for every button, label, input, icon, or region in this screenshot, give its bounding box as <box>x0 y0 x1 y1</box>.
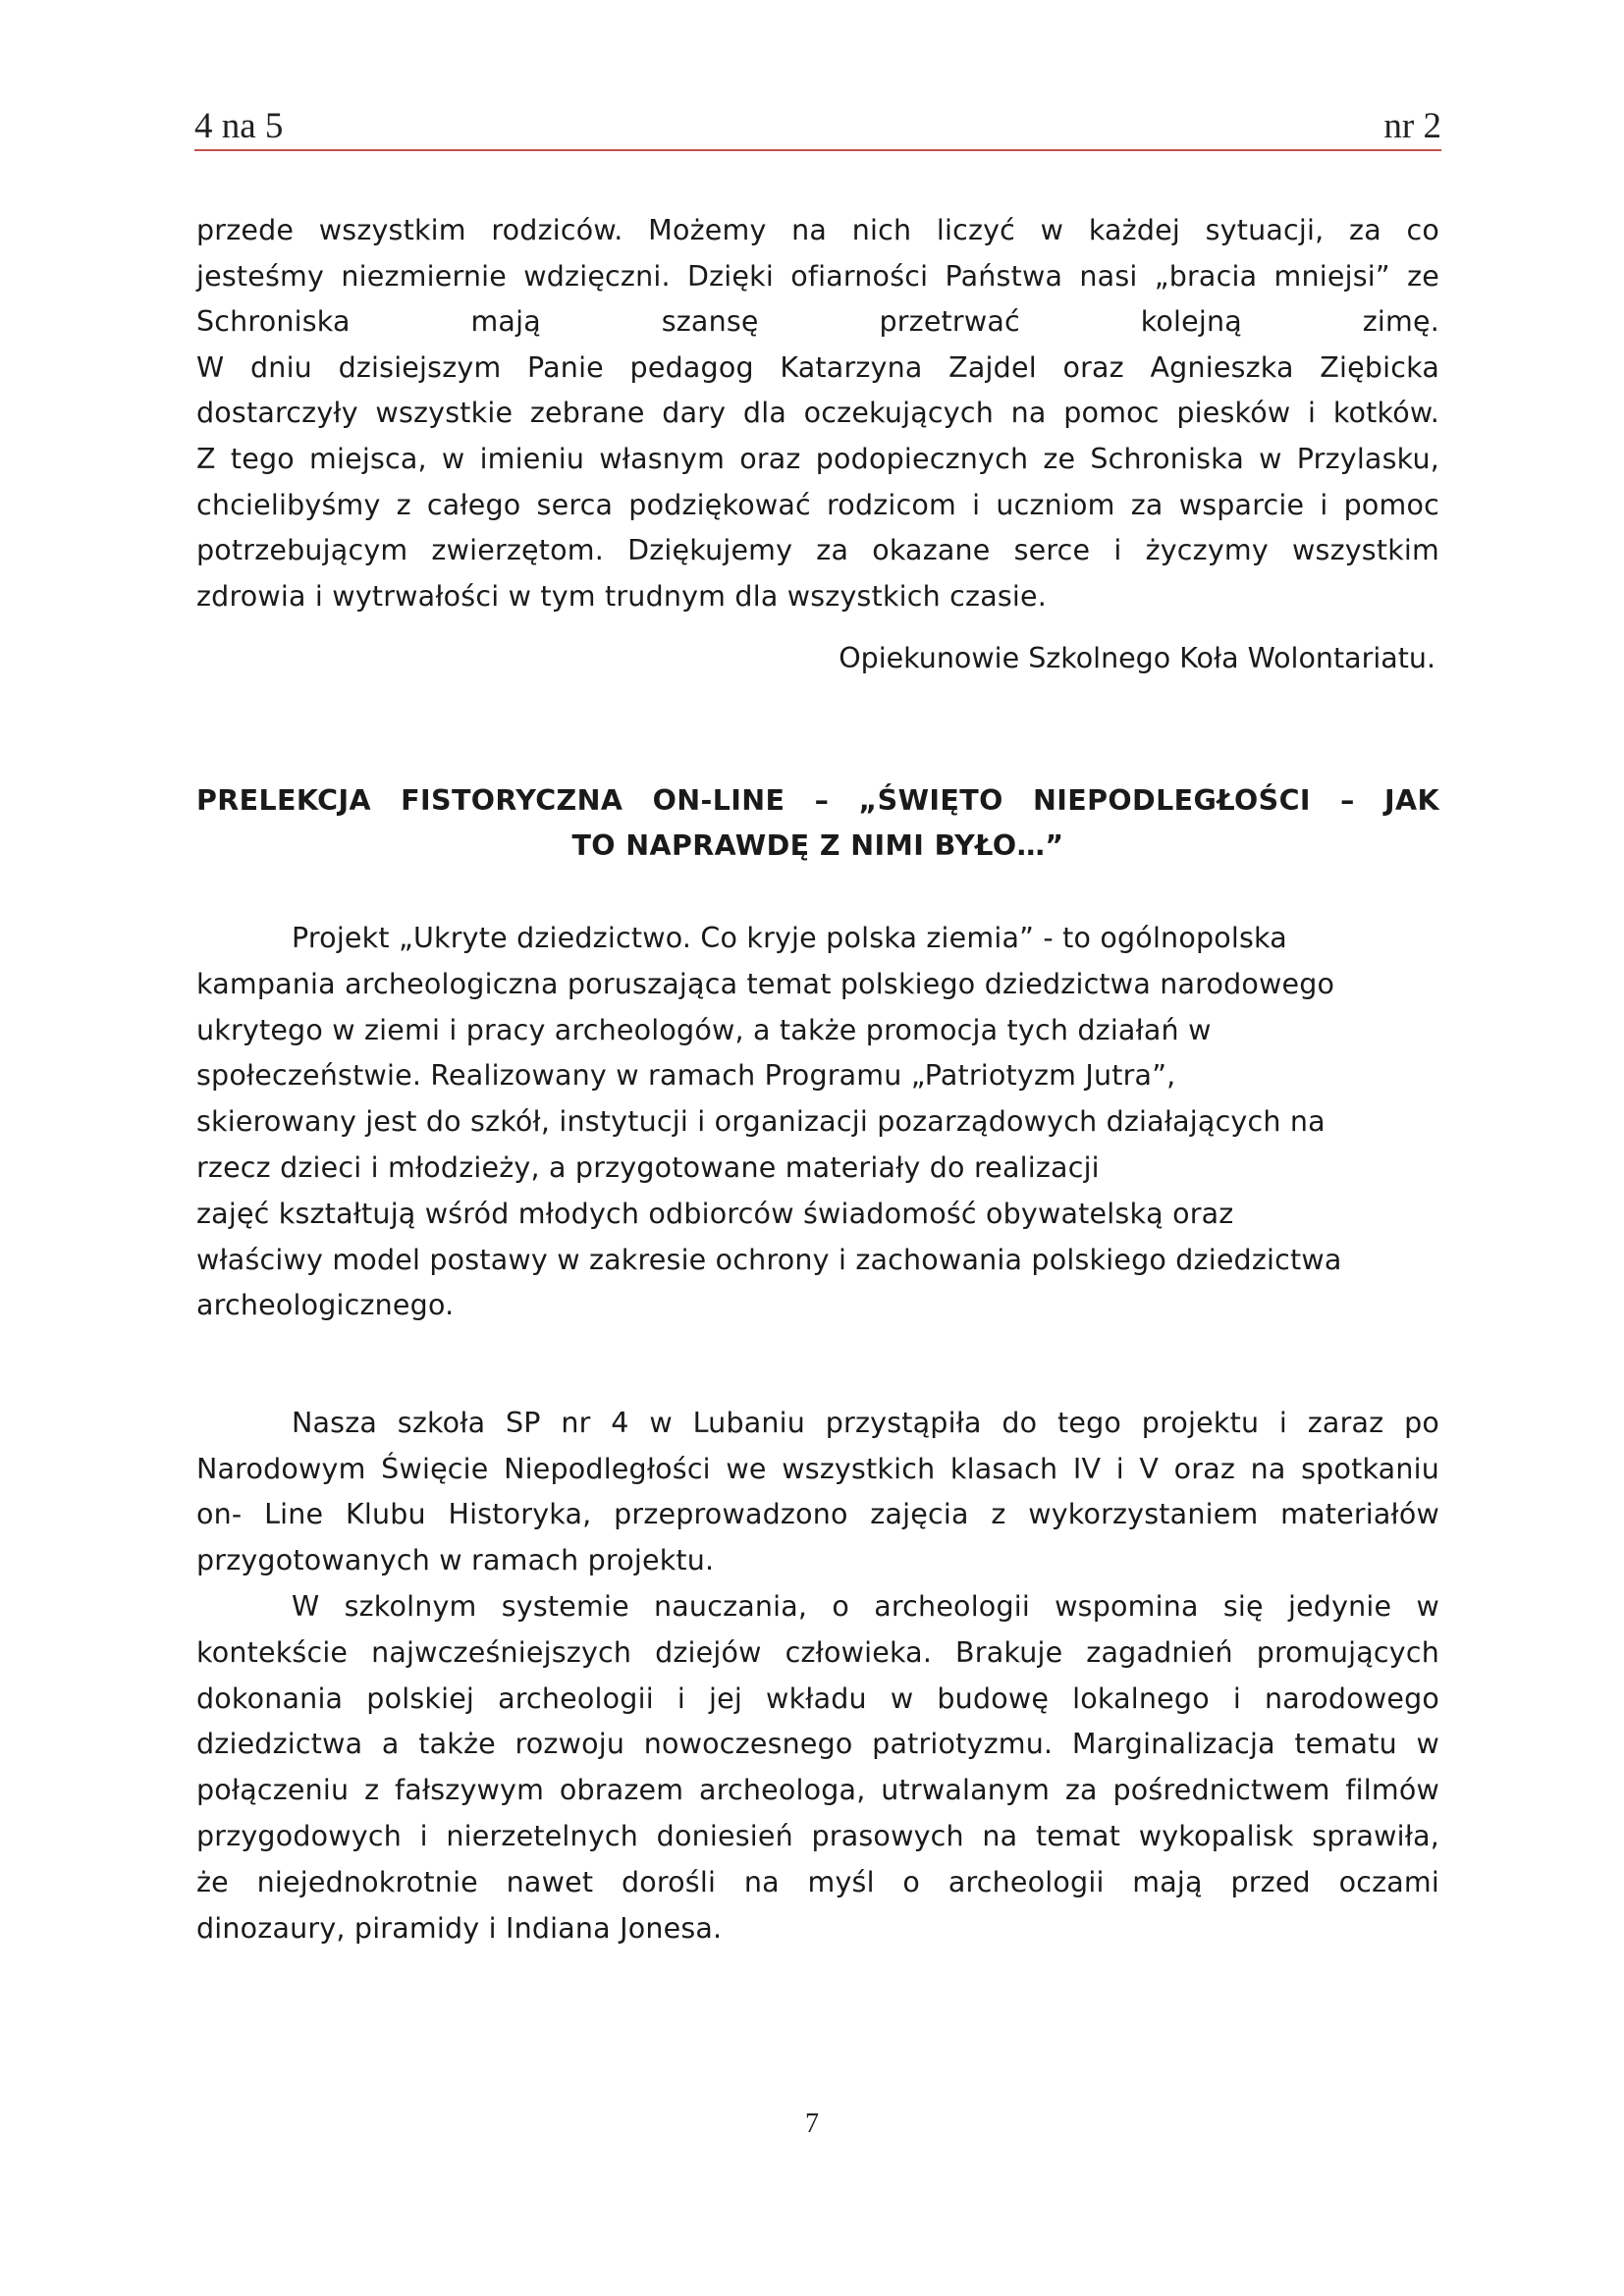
intro-paragraph <box>196 208 1439 619</box>
text-line: rzecz dzieci i młodzieży, a przygotowane materiały do realizacji <box>196 1150 1100 1184</box>
text-line: Narodowym Święcie Niepodległości we wszystkich klasach IV i V oraz na spotkaniu <box>196 1452 1439 1485</box>
project-paragraph <box>196 916 1439 1329</box>
text-line: przygodowych i nierzetelnych doniesień prasowych na temat wykopalisk sprawiła, <box>196 1819 1439 1852</box>
text-line: dostarczyły wszystkie zebrane dary dla oczekujących na pomoc piesków i kotków. <box>196 397 1439 430</box>
text-line: skierowany jest do szkół, instytucji i organizacji pozarządowych działających na <box>196 1105 1326 1139</box>
text-line: dokonania polskiej archeologii i jej wkładu w budowę lokalnego i narodowego <box>196 1682 1439 1715</box>
text-line: przede wszystkim rodziców. Możemy na nich liczyć w każdej sytuacji, za co <box>196 214 1439 246</box>
text-line: połączeniu z fałszywym obrazem archeologa, utrwalanym za pośrednictwem filmów <box>196 1774 1439 1807</box>
text-line: zdrowia i wytrwałości w tym trudnym dla wszystkich czasie. <box>196 579 1048 613</box>
page-number: 7 <box>805 2109 819 2139</box>
archaeology-paragraph <box>196 1584 1439 1951</box>
text-line: Schroniska mają szansę przetrwać kolejną zimę. <box>196 305 1439 339</box>
text-line: W szkolnym systemie nauczania, o archeologii wspomina się jedynie w <box>292 1590 1439 1623</box>
text-line: dziedzictwa a także rozwoju nowoczesnego patriotyzmu. Marginalizacja tematu w <box>196 1728 1439 1761</box>
text-line: Z tego miejsca, w imieniu własnym oraz podopiecznych ze Schroniska w Przylasku, <box>196 442 1439 475</box>
header-issue-number: nr 2 <box>1383 106 1441 146</box>
text-line: właściwy model postawy w zakresie ochrony i zachowania polskiego dziedzictwa <box>196 1243 1342 1276</box>
school-paragraph <box>196 1401 1439 1583</box>
heading-line: PRELEKCJA FISTORYCZNA ON-LINE – „ŚWIĘTO NIEPODLEGŁOŚCI – JAK <box>196 784 1439 817</box>
text-line: W dniu dzisiejszym Panie pedagog Katarzyna Zajdel oraz Agnieszka Ziębicka <box>196 350 1439 384</box>
text-line: przygotowanych w ramach projektu. <box>196 1543 715 1576</box>
text-line: że niejednokrotnie nawet dorośli na myśl o archeologii mają przed oczami <box>196 1865 1439 1898</box>
signature: Opiekunowie Szkolnego Koła Wolontariatu. <box>839 642 1435 674</box>
text-line: społeczeństwie. Realizowany w ramach Programu „Patriotyzm Jutra”, <box>196 1059 1176 1093</box>
text-line: Projekt „Ukryte dziedzictwo. Co kryje polska ziemia” - to ogólnopolska <box>292 922 1287 954</box>
text-line: chcielibyśmy z całego serca podziękować rodzicom i uczniom za wsparcie i pomoc <box>196 488 1439 521</box>
text-line: kontekście najwcześniejszych dziejów człowieka. Brakuje zagadnień promujących <box>196 1635 1439 1669</box>
text-line: potrzebującym zwierzętom. Dziękujemy za okazane serce i życzymy wszystkim <box>196 534 1439 567</box>
text-line: zajęć kształtują wśród młodych odbiorców świadomość obywatelską oraz <box>196 1197 1234 1230</box>
heading-line: TO NAPRAWDĘ Z NIMI BYŁO…” <box>571 829 1064 862</box>
text-line: jesteśmy niezmiernie wdzięczni. Dzięki ofiarności Państwa nasi „bracia mniejsi” ze <box>196 259 1439 293</box>
section-heading <box>196 778 1439 869</box>
text-line: Nasza szkoła SP nr 4 w Lubaniu przystąpiła do tego projektu i zaraz po <box>292 1407 1439 1439</box>
text-line: kampania archeologiczna poruszająca temat polskiego dziedzictwa narodowego <box>196 967 1335 1000</box>
text-line: dinozaury, piramidy i Indiana Jonesa. <box>196 1911 723 1945</box>
text-line: archeologicznego. <box>196 1289 455 1322</box>
header-publication-title: 4 na 5 <box>194 106 284 146</box>
text-line: on- Line Klubu Historyka, przeprowadzono zajęcia z wykorzystaniem materiałów <box>196 1498 1439 1531</box>
text-line: ukrytego w ziemi i pracy archeologów, a także promocja tych działań w <box>196 1013 1212 1046</box>
page-header <box>194 102 1441 151</box>
